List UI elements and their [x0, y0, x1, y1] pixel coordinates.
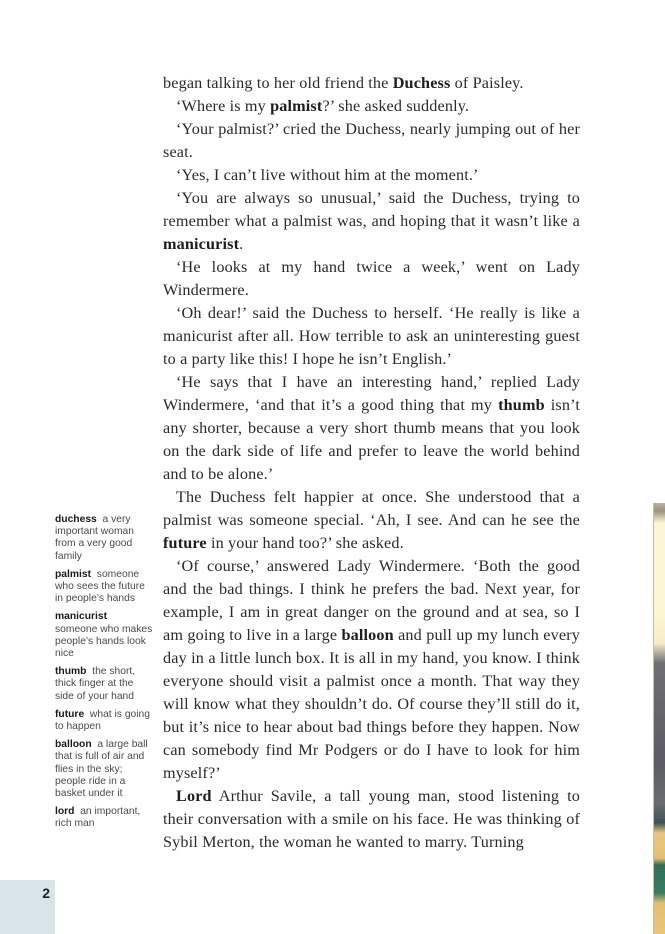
paragraph [163, 486, 580, 555]
glossary-word: Lord [176, 787, 212, 805]
glossary-definition: someone who makes people’s hands look nice [55, 623, 153, 660]
glossary-definition: someone who sees the future in people’s hands [55, 568, 145, 605]
text-run: Arthur Savile, a tall young man, stood listening to their conversation with a smile on his face. He was thinking of Sybil Merton, the woman he wanted to marry. Turning [163, 787, 580, 851]
glossary-entry [55, 806, 155, 830]
page-number: 2 [42, 885, 50, 901]
glossary [55, 514, 155, 837]
text-run: ‘Of course,’ answered Lady Windermere. ‘Both the good and the bad things. I think he prefers the bad. Next year, for example, I am in great danger on the ground and at sea, so I am going to live in a large [163, 557, 580, 644]
text-run: ‘You are always so unusual,’ said the Duchess, trying to remember what a palmist was, and hoping that it wasn’t like a [163, 189, 580, 230]
paragraph [163, 118, 580, 164]
glossary-word: thumb [498, 396, 545, 414]
glossary-entry [55, 739, 155, 800]
glossary-term: balloon [55, 739, 92, 751]
paragraph [163, 95, 580, 118]
glossary-term: thumb [55, 666, 87, 678]
glossary-word: manicurist [163, 235, 240, 253]
story-text [163, 72, 580, 854]
glossary-term: manicurist [55, 611, 108, 623]
text-run: ‘Oh dear!’ said the Duchess to herself. ‘He really is like a manicurist after all. How terrible to ask an uninteresting guest to a party like this! I hope he isn’t English.’ [163, 304, 580, 368]
paragraph [163, 164, 580, 187]
text-run: ‘Yes, I can’t live without him at the moment.’ [176, 166, 479, 184]
text-run: . [239, 235, 244, 253]
glossary-definition: what is going to happen [55, 708, 151, 733]
glossary-term: duchess [55, 514, 97, 525]
glossary-definition: the short, thick finger at the side of your hand [55, 666, 136, 702]
glossary-word: balloon [341, 626, 394, 644]
page-number-box [0, 880, 55, 934]
paragraph [163, 555, 580, 785]
glossary-definition: a large ball that is full of air and flies in the sky; people ride in a basket under it [55, 739, 148, 800]
glossary-entry [55, 666, 155, 703]
paragraph [163, 187, 580, 256]
glossary-definition: a very important woman from a very good family [55, 514, 134, 562]
text-run: ‘He looks at my hand twice a week,’ went on Lady Windermere. [163, 258, 580, 299]
text-run: ?’ she asked suddenly. [322, 97, 470, 115]
text-run: and pull up my lunch every day in a little lunch box. It is all in my hand, you know. I think everyone should visit a palmist once a month. That way they will know what they shouldn’t do. Of course they’ll still do it, but it’s nice to hear about bad things before they happen. Now can somebody find Mr Podgers or do I have to look for him myself?’ [163, 626, 580, 782]
text-run: ‘Where is my [176, 97, 271, 115]
glossary-entry [55, 611, 155, 660]
glossary-entry [55, 569, 155, 606]
illustration-edge [653, 503, 665, 934]
glossary-term: palmist [55, 568, 92, 580]
glossary-word: future [163, 534, 207, 552]
text-run: isn’t any shorter, because a very short thumb means that you look on the dark side of life and prefer to leave the world behind and to be alone.’ [163, 396, 581, 483]
paragraph [163, 785, 580, 854]
paragraph [163, 256, 580, 302]
paragraph [163, 72, 580, 95]
glossary-entry [55, 514, 155, 563]
glossary-term: future [55, 708, 85, 720]
text-run: ‘He says that I have an interesting hand,’ replied Lady Windermere, ‘and that it’s a good thing that my [163, 373, 580, 414]
glossary-definition: an important, rich man [55, 806, 141, 830]
text-run: in your hand too?’ she asked. [206, 534, 404, 552]
paragraph [163, 371, 580, 486]
text-run: ‘Your palmist?’ cried the Duchess, nearly jumping out of her seat. [163, 120, 580, 161]
text-run: began talking to her old friend the [163, 74, 393, 92]
glossary-word: Duchess [392, 74, 451, 92]
glossary-entry [55, 709, 155, 733]
glossary-term: lord [55, 806, 75, 818]
glossary-word: palmist [270, 97, 323, 115]
paragraph [163, 302, 580, 371]
text-run: The Duchess felt happier at once. She understood that a palmist was someone special. ‘Ah, I see. And can he see the [163, 488, 580, 529]
text-run: of Paisley. [450, 74, 524, 92]
